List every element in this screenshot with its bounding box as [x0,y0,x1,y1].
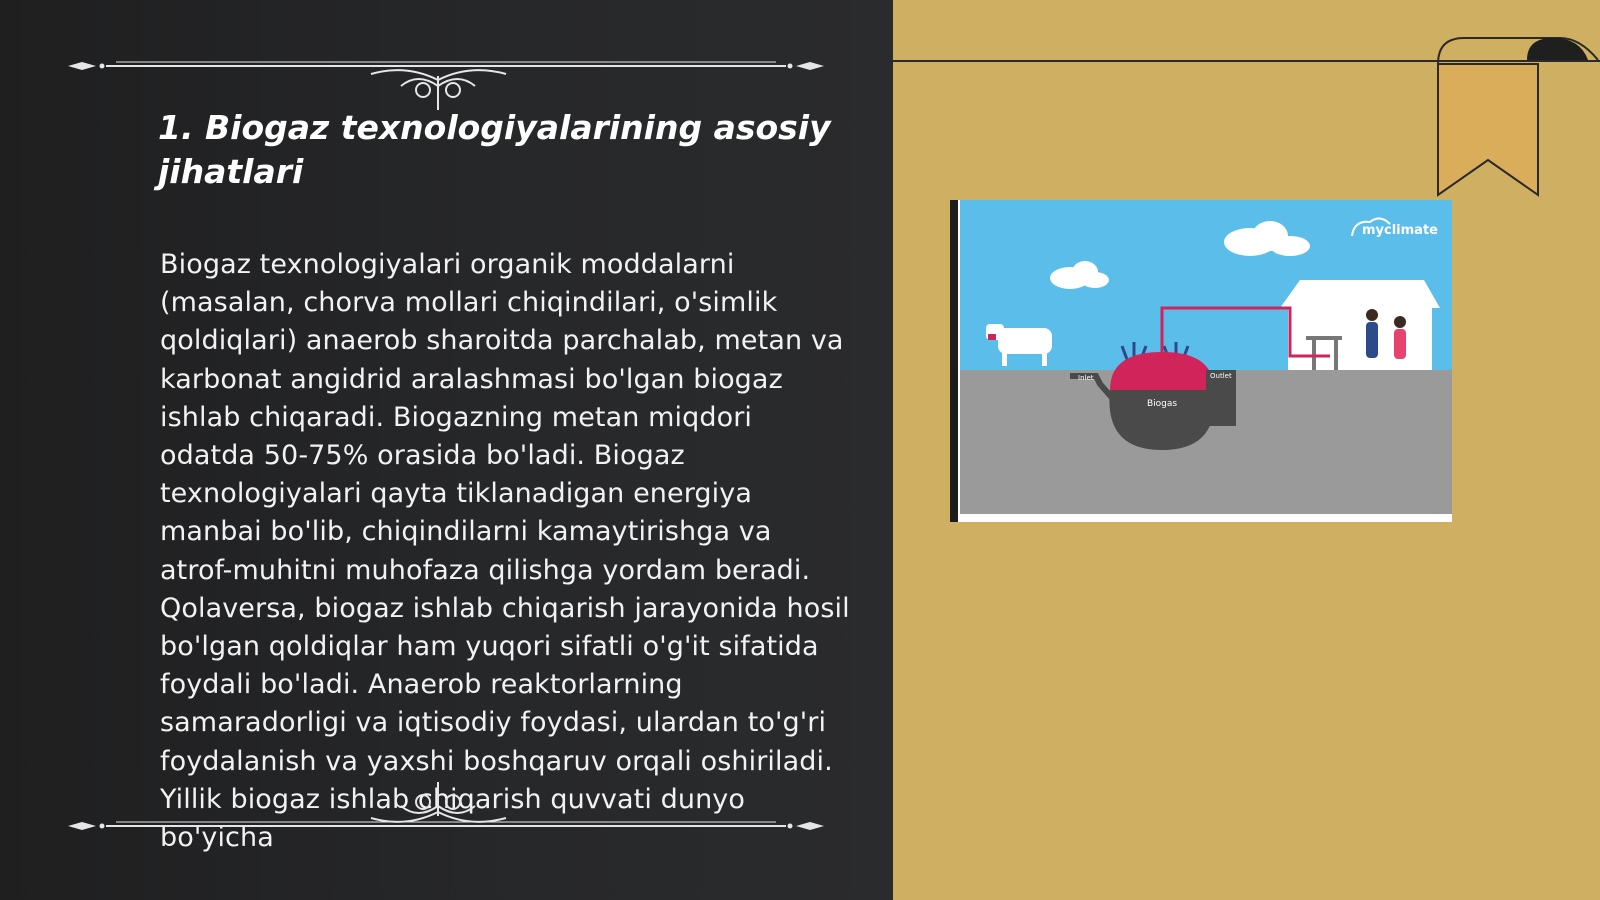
biogas-digester-icon [1109,352,1214,450]
biogas-illustration [950,200,1452,522]
outlet-label: Outlet [1210,372,1232,380]
inlet-label: Inlet [1078,374,1094,382]
ornament-divider-bottom [66,770,826,840]
logo-text: myclimate [1362,223,1438,238]
outlet-icon [1206,370,1236,426]
slide-body-text: Biogaz texnologiyalari organik moddalarni (masalan, chorva mollari chiqindilari, o'simlik qoldiqlari) anaerob sharoitda parchalab, metan va karbonat angidrid aralashmasi bo'lgan biogaz ishlab chiqaradi. Biogazning metan miqdori odatda 50-75% orasida bo'ladi. Biogaz texnologiyalari qayta tiklanadigan energiya manbai bo'lib, chiqindilarni kamaytirishga va atrof-muhitni muhofaza qilishga yordam beradi. Qolaversa, biogaz ishlab chiqarish jarayonida hosil bo'lgan qoldiqlar ham yuqori sifatli o'g'it sifatida foydali bo'ladi. Anaerob reaktorlarning samaradorligi va iqtisodiy foydasi, ulardan to'g'ri foydalanish va yaxshi boshqaruv orqali oshiriladi. Yillik biogaz ishlab chiqarish quvvati dunyo bo'yicha [160,249,850,854]
bookmark-ribbon-icon [1430,30,1600,200]
slide-title: 1. Biogaz texnologiyalarining asosiy jihatlari [158,108,831,191]
digester-label: Biogas [1146,399,1178,409]
